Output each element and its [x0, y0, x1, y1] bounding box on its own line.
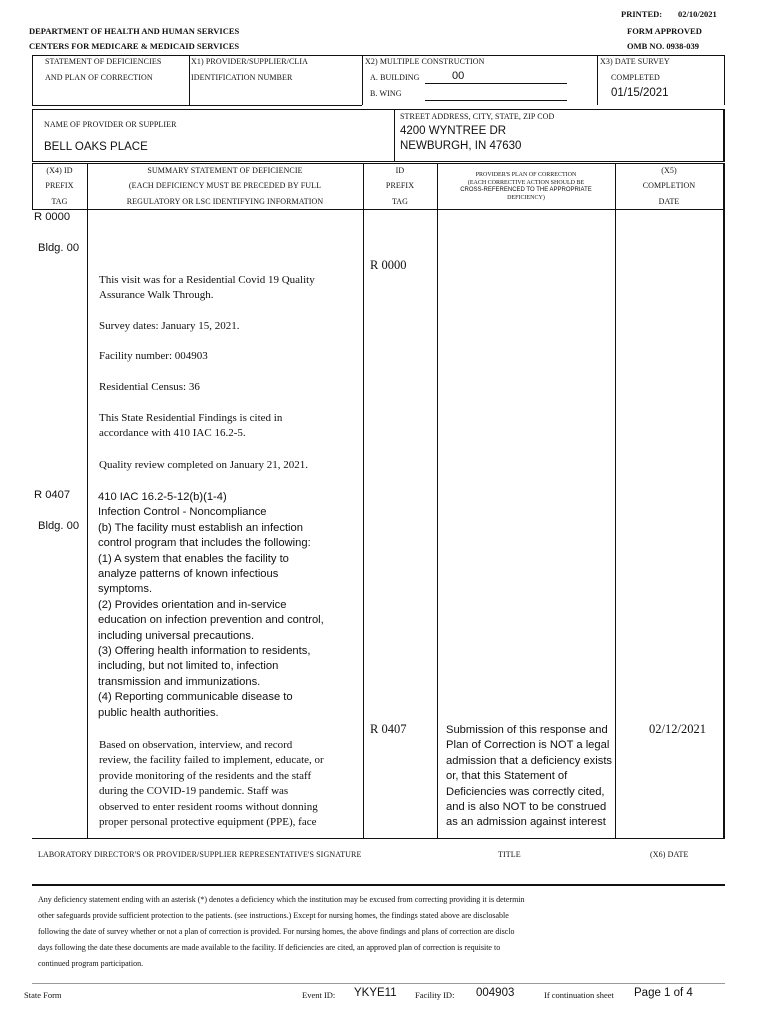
provider-row-box [32, 109, 725, 162]
x6-date-label: (X6) DATE [650, 850, 689, 859]
title-label: TITLE [498, 850, 521, 859]
facility-id-value: 004903 [476, 987, 515, 999]
tag-r0000: R 0000 [34, 211, 71, 223]
x5-header: (X5) [661, 166, 677, 175]
event-id-value: YKYE11 [354, 987, 397, 999]
footnote-line-3: following the date of survey whether or not a plan of correction is provided. For nursing homes, the above findings and plans of correction are disclo [38, 927, 515, 936]
building-tag-2: Bldg. 00 [38, 520, 80, 532]
x1-label: X1) PROVIDER/SUPPLIER/CLIA [191, 57, 309, 66]
plan-header: PROVIDER'S PLAN OF CORRECTION [475, 172, 577, 178]
id-tag-r0407: R 0407 [370, 722, 407, 736]
x1-sublabel: IDENTIFICATION NUMBER [191, 73, 293, 82]
residential-census: Residential Census: 36 [99, 381, 200, 393]
address-label: STREET ADDRESS, CITY, STATE, ZIP COD [400, 112, 555, 121]
plan-subheader-3: DEFICIENCY) [507, 195, 545, 201]
omb-number: OMB NO. 0938-039 [627, 41, 700, 51]
quality-review: Quality review completed on January 21, 2021. [99, 459, 308, 471]
id-prefix-header: PREFIX [385, 181, 415, 190]
provider-name: BELL OAKS PLACE [44, 141, 148, 153]
summary-header: SUMMARY STATEMENT OF DEFICIENCIE [147, 166, 303, 175]
plan-of-correction-text: Submission of this response and Plan of Correction is NOT a legal admission that a deficiency exists or, that this Statement of Deficiencies was correctly cited, and is also NOT to be construed as an admission against interest [446, 724, 613, 829]
x3-sublabel: COMPLETED [611, 73, 660, 82]
x5-completion-header: COMPLETION [642, 181, 696, 190]
findings-citation: This State Residential Findings is cited in accordance with 410 IAC 16.2-5. [99, 412, 283, 440]
x2-label: X2) MULTIPLE CONSTRUCTION [365, 57, 485, 66]
footnote-line-2: other safeguards provide sufficient protection to the patients. (see instructions.) Except for nursing homes, the findings stated above are disclosable [38, 911, 509, 920]
finding-text: Based on observation, interview, and record review, the facility failed to implement, educate, or provide monitoring of the residents and the staff during the COVID-19 pandemic. Staff was observed to enter resident rooms without donning proper personal protective equipment (PPE), face [99, 739, 324, 829]
footnote-line-5: continued program participation. [38, 959, 144, 968]
visit-description: This visit was for a Residential Covid 19 Quality Assurance Walk Through. [99, 274, 315, 302]
building-label: A. BUILDING [370, 73, 420, 82]
printed-date: 02/10/2021 [678, 9, 717, 19]
provider-label: NAME OF PROVIDER OR SUPPLIER [44, 120, 177, 129]
plan-subheader: (EACH CORRECTIVE ACTION SHOULD BE [467, 180, 585, 186]
facility-number: Facility number: 004903 [99, 350, 208, 362]
address-street: 4200 WYNTREE DR [400, 125, 507, 137]
summary-subheader-2: REGULATORY OR LSC IDENTIFYING INFORMATION [126, 197, 324, 206]
x4-header: (X4) ID [46, 166, 73, 175]
state-form-label: State Form [24, 990, 62, 1000]
footnote-line-1: Any deficiency statement ending with an asterisk (*) denotes a deficiency which the institution may be excused from correcting providing it is determin [38, 895, 525, 904]
page-number: Page 1 of 4 [634, 987, 693, 999]
building-tag-1: Bldg. 00 [38, 242, 80, 254]
id-tag-r0000: R 0000 [370, 258, 407, 272]
x4-tag-header: TAG [51, 197, 68, 206]
building-value: 00 [452, 70, 465, 82]
survey-dates: Survey dates: January 15, 2021. [99, 320, 240, 332]
x5-date-header: DATE [658, 197, 680, 206]
id-tag-header: TAG [391, 197, 409, 206]
plan-label: AND PLAN OF CORRECTION [45, 73, 153, 82]
wing-label: B. WING [370, 89, 402, 98]
tag-r0407: R 0407 [34, 489, 71, 501]
completion-date: 02/12/2021 [649, 722, 706, 736]
department-title: DEPARTMENT OF HEALTH AND HUMAN SERVICES [29, 26, 240, 36]
statement-label: STATEMENT OF DEFICIENCIES [45, 57, 162, 66]
summary-subheader: (EACH DEFICIENCY MUST BE PRECEDED BY FULL [128, 181, 322, 190]
address-city: NEWBURGH, IN 47630 [400, 140, 522, 152]
printed-label: PRINTED: [621, 9, 663, 19]
x4-prefix-header: PREFIX [45, 181, 74, 190]
x3-label: X3) DATE SURVEY [600, 57, 670, 66]
footnote-line-4: days following the date these documents are made available to the facility. If deficiencies are cited, an approved plan of correction is requisite to [38, 943, 501, 952]
form-approved: FORM APPROVED [627, 26, 702, 36]
cms-title: CENTERS FOR MEDICARE & MEDICAID SERVICES [29, 41, 240, 51]
facility-id-label: Facility ID: [415, 990, 455, 1000]
signature-label: LABORATORY DIRECTOR'S OR PROVIDER/SUPPLIER REPRESENTATIVE'S SIGNATURE [38, 850, 362, 859]
event-id-label: Event ID: [302, 990, 336, 1000]
continuation-label: If continuation sheet [544, 990, 614, 1000]
plan-subheader-2: CROSS-REFERENCED TO THE APPROPRIATE [460, 187, 592, 193]
survey-completed-date: 01/15/2021 [611, 87, 669, 99]
regulation-text: 410 IAC 16.2-5-12(b)(1-4) Infection Control - Noncompliance (b) The facility must establish an infection control program that includes the following: (1) A system that enables the facility to analyze patterns of known infectious symptoms. (2) Provides orientation and in-service education on infection prevention and control, including universal precautions. (3) Offering health information to residents, including, but not limited to, infection transmission and immunizations. (4) Reporting communicable disease to public health authorities. [98, 491, 324, 719]
id-header: ID [395, 166, 405, 175]
